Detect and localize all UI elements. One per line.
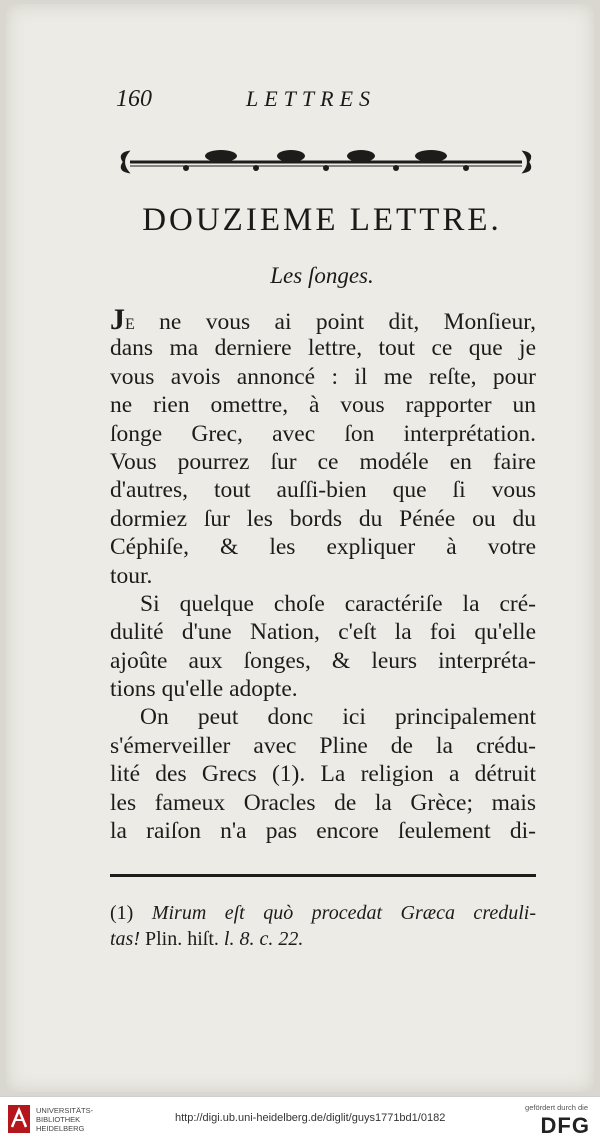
text-line: Céphiſe, & les expliquer à votre	[110, 534, 536, 561]
page-number: 160	[116, 86, 152, 112]
drop-cap: J	[110, 303, 125, 336]
chapter-title: DOUZIEME LETTRE.	[142, 202, 502, 238]
text-line	[110, 303, 537, 336]
library-name-line: HEIDELBERG	[36, 1124, 85, 1133]
footnote-line	[110, 900, 536, 926]
dfg-logo: DFG	[540, 1113, 590, 1138]
library-name-line: UNIVERSITÄTS-	[36, 1106, 94, 1115]
footnote	[110, 900, 536, 952]
text-line: dulité d'une Nation, c'eſt la foi qu'elle	[110, 619, 536, 646]
text-line: ne rien omettre, à vous rapporter un	[110, 392, 536, 419]
footnote-marker: (1)	[110, 902, 134, 924]
text-line: lité des Grecs (1). La religion a détruit	[110, 761, 536, 788]
footnote-reference: l. 8. c. 22.	[223, 928, 304, 950]
text-line: la raiſon n'a pas encore ſeulement di-	[110, 818, 536, 845]
ornament-band-icon	[116, 144, 536, 180]
library-name-line: BIBLIOTHEK	[36, 1115, 81, 1124]
text-line: On peut donc ici principalement	[140, 704, 536, 731]
body-text	[110, 303, 537, 845]
text-line-content: ne vous ai point dit, Monſieur,	[159, 309, 537, 335]
chapter-subtitle: Les ſonges.	[270, 263, 374, 288]
library-name	[36, 1106, 93, 1133]
university-library-logo-icon	[8, 1105, 30, 1133]
text-line: dans ma derniere lettre, tout ce que je	[110, 335, 536, 362]
footnote-source: Plin. hiſt.	[145, 928, 219, 950]
text-line: Vous pourrez ſur ce modéle en faire	[110, 448, 536, 475]
text-line: d'autres, tout auſſi-bien que ſi vous	[110, 477, 536, 504]
footnote-quote: Mirum eſt quò procedat Græca creduli-	[151, 902, 537, 924]
book-page	[6, 4, 594, 1092]
text-line: ſonge Grec, avec ſon interprétation.	[110, 420, 536, 447]
sponsor-label: gefördert durch die	[525, 1103, 588, 1112]
viewer-footer	[0, 1096, 600, 1142]
drop-cap-rest: e	[125, 309, 135, 335]
page-header	[116, 86, 416, 116]
text-line: Si quelque choſe caractériſe la cré-	[140, 590, 536, 617]
footnote-quote-end: tas!	[110, 928, 140, 950]
text-line: tour.	[110, 562, 153, 589]
running-head: LETTRES	[246, 86, 377, 111]
text-line: s'émerveiller avec Pline de la crédu-	[110, 732, 536, 759]
permalink-url[interactable]: http://digi.ub.uni-heidelberg.de/diglit/guys1771bd1/0182	[175, 1112, 446, 1124]
text-line: vous avois annoncé : il me reſte, pour	[110, 363, 536, 390]
text-line: dormiez ſur les bords du Pénée ou du	[110, 505, 536, 532]
footnote-line	[110, 926, 536, 952]
text-line: ajoûte aux ſonges, & leurs interpréta-	[110, 647, 536, 674]
text-line: tions qu'elle adopte.	[110, 676, 298, 703]
text-line: les fameux Oracles de la Grèce; mais	[110, 789, 536, 816]
footnote-rule	[110, 874, 536, 877]
